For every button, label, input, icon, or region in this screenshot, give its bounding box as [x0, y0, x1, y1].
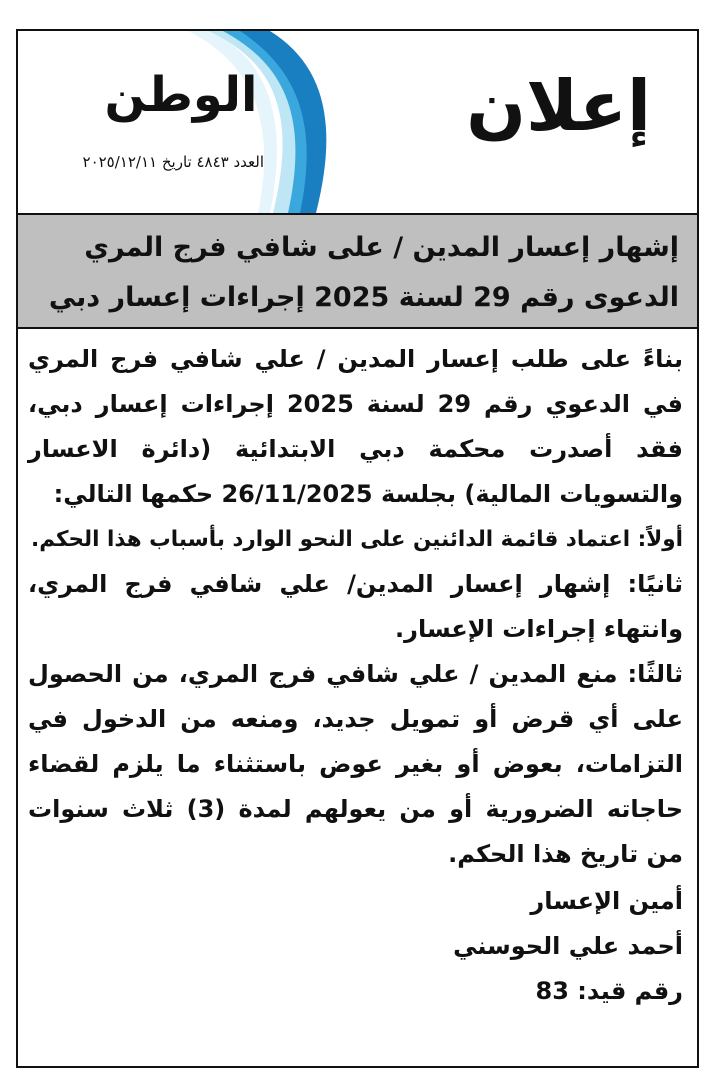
ruling-first: أولاً: اعتماد قائمة الدائنين على النحو الوارد بأسباب هذا الحكم.: [31, 527, 683, 552]
signature-block: [28, 879, 683, 1014]
notice-header: [18, 31, 697, 213]
intro-paragraph: بناءً على طلب إعسار المدين / علي شافي فرج المري في الدعوي رقم 29 لسنة 2025 إجراءات إعسار دبي، فقد أصدرت محكمة دبي الابتدائية (دائرة الاعسار والتسويات المالية) بجلسة 26/11/2025 حكمها التالي:: [28, 345, 683, 508]
notice-title-band: [18, 213, 697, 329]
ruling-third: ثالثًا: منع المدين / علي شافي فرج المري، من الحصول على أي قرض أو تمويل جديد، ومنعه من الدخول في التزامات، بعوض أو بغير عوض باستثناء ما يلزم لقضاء حاجاته الضرورية أو من يعولهم لمدة (3) ثلاث سنوات من تاريخ هذا الحكم.: [28, 660, 683, 868]
notice-body: [18, 337, 697, 1014]
notice-heading: إعلان: [466, 65, 651, 147]
signatory-name: أحمد علي الحوسني: [453, 932, 683, 960]
ruling-second: ثانيًا: إشهار إعسار المدين/ علي شافي فرج المري، وانتهاء إجراءات الإعسار.: [28, 570, 683, 643]
issue-number-date: العدد ٤٨٤٣ تاريخ ٢٠٢٥/١٢/١١: [82, 153, 264, 171]
notice-frame: [16, 29, 699, 1068]
registration-number: رقم قيد: 83: [535, 977, 683, 1005]
signatory-role: أمين الإعسار: [530, 887, 683, 915]
notice-title-line-2: الدعوى رقم 29 لسنة 2025 إجراءات إعسار دبي: [48, 282, 679, 313]
notice-title-line-1: إشهار إعسار المدين / على شافي فرج المري: [84, 232, 679, 263]
newspaper-brand: الوطن: [104, 67, 258, 123]
